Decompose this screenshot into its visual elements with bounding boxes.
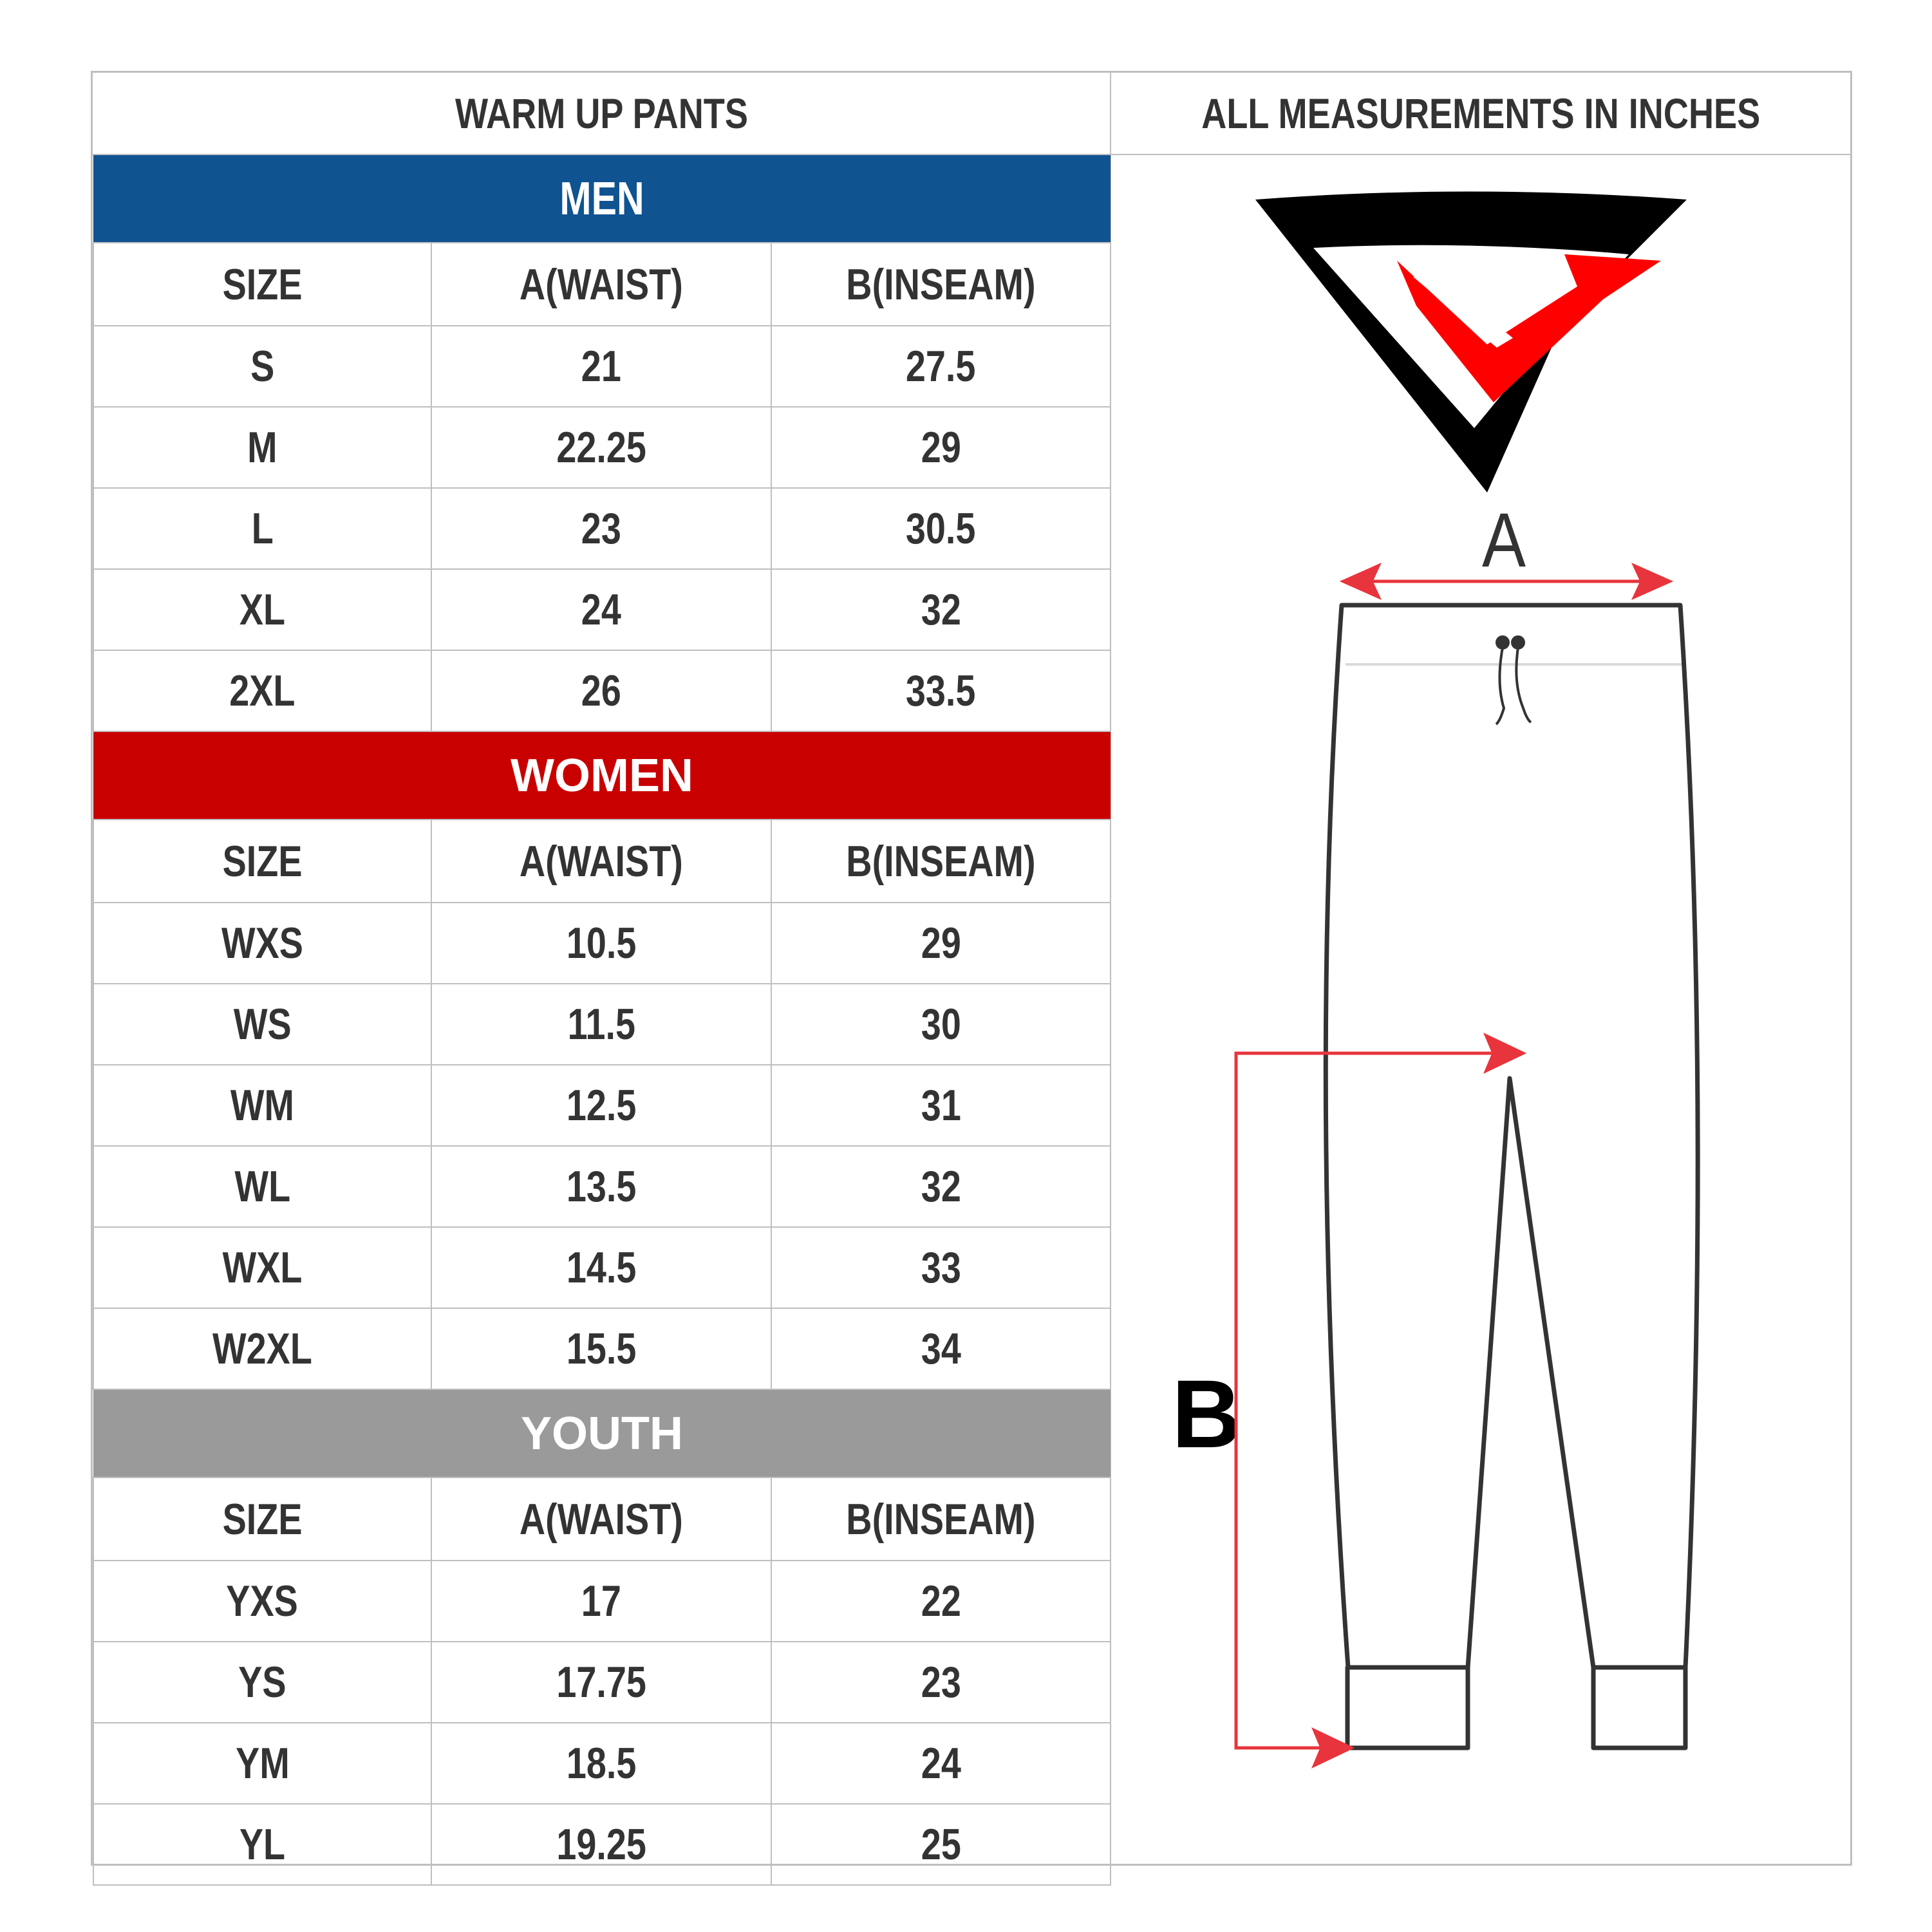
table-row: WXL 14.5 33 xyxy=(93,1227,1111,1308)
table-row: XL 24 32 xyxy=(93,569,1111,650)
section-header-youth: YOUTH xyxy=(93,1389,1111,1477)
table-row: M 22.25 29 xyxy=(93,407,1111,488)
column-header-inseam: B(INSEAM) xyxy=(771,820,1111,903)
diagram-label-b: B xyxy=(1172,1360,1242,1468)
column-header-inseam: B(INSEAM) xyxy=(771,1477,1111,1561)
pants-outline xyxy=(1326,605,1698,1748)
column-header-row xyxy=(93,820,1111,903)
table-row: YM 18.5 24 xyxy=(93,1723,1111,1804)
table-row: S 21 27.5 xyxy=(93,326,1111,407)
table-row: WXS 10.5 29 xyxy=(93,903,1111,984)
table-row: YL 19.25 25 xyxy=(93,1804,1111,1885)
table-row: WL 13.5 32 xyxy=(93,1146,1111,1227)
diagram-label-a: A xyxy=(1482,497,1526,583)
size-table xyxy=(93,155,1111,1886)
section-header-men: MEN xyxy=(93,155,1111,243)
column-header-size: SIZE xyxy=(93,243,431,326)
column-header-size: SIZE xyxy=(93,820,431,903)
column-header-row xyxy=(93,1477,1111,1561)
table-row: YS 17.75 23 xyxy=(93,1642,1111,1723)
column-header-waist: A(WAIST) xyxy=(431,243,771,326)
section-header-women: WOMEN xyxy=(93,731,1111,820)
chart-title: WARM UP PANTS xyxy=(93,73,1110,155)
table-row: WM 12.5 31 xyxy=(93,1065,1111,1146)
column-header-row xyxy=(93,243,1111,326)
vs-triangle-logo-icon xyxy=(1243,190,1693,492)
table-row: YXS 17 22 xyxy=(93,1561,1111,1642)
waist-arrow xyxy=(1340,563,1673,599)
measurement-note: ALL MEASUREMENTS IN INCHES xyxy=(1111,73,1850,155)
column-header-inseam: B(INSEAM) xyxy=(771,243,1111,326)
column-header-size: SIZE xyxy=(93,1477,431,1561)
column-header-waist: A(WAIST) xyxy=(431,1477,771,1561)
pants-diagram xyxy=(1159,515,1738,1828)
table-row: WS 11.5 30 xyxy=(93,984,1111,1065)
table-row: 2XL 26 33.5 xyxy=(93,650,1111,731)
table-row: L 23 30.5 xyxy=(93,488,1111,569)
table-row: W2XL 15.5 34 xyxy=(93,1308,1111,1389)
column-header-waist: A(WAIST) xyxy=(431,820,771,903)
